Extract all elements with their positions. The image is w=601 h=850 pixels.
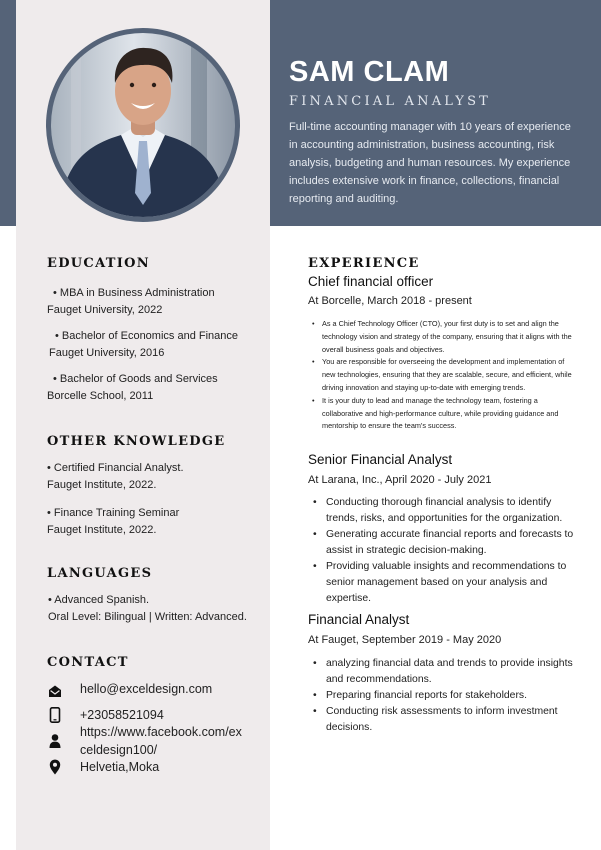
user-icon: [48, 733, 62, 749]
location-pin-icon: [48, 759, 62, 775]
job-role: Senior Financial Analyst: [308, 452, 453, 467]
education-heading: EDUCATION: [47, 256, 150, 271]
list-item: • As a Chief Technology Officer (CTO), your first duty is to set and align the technology vision and strategy of the company, ensuring that it aligns with the overall business goals and objectives.: [308, 318, 573, 356]
education-degree: • Bachelor of Goods and Services: [53, 373, 218, 385]
list-item: • Conducting risk assessments to inform investment decisions.: [308, 704, 578, 736]
list-item: • Conducting thorough financial analysis to identify trends, risks, and opportunities for the organization.: [308, 495, 578, 527]
profile-summary: Full-time accounting manager with 10 years of experience in accounting administration, business accounting, risk analysis, budgeting and human resources. My experience includes extensive work in finance, collections, financial reporting and auditing.: [289, 121, 571, 205]
job-company: At Borcelle, March 2018 - present: [308, 295, 472, 307]
phone-icon: [48, 707, 62, 723]
contact-facebook-continued[interactable]: celdesign100/: [80, 743, 158, 757]
language-item: • Advanced Spanish.: [48, 594, 150, 606]
list-item: • You are responsible for overseeing the development and implementation of new technologies, ensuring that they are scalable, secure, and efficient, while driving innovation and staying up-to-date with emerging trends.: [308, 356, 573, 394]
list-item: • Generating accurate financial reports and forecasts to assist in strategic decision-making.: [308, 527, 578, 559]
languages-heading: LANGUAGES: [47, 566, 153, 581]
job-duties-list: [308, 656, 578, 736]
knowledge-item-title: • Certified Financial Analyst.: [47, 462, 184, 474]
job-duties-list: [308, 318, 573, 433]
education-school: Borcelle School, 2011: [47, 390, 154, 402]
job-company: At Larana, Inc., April 2020 - July 2021: [308, 474, 492, 486]
portrait-illustration: [51, 33, 235, 217]
profile-photo-frame: [46, 28, 240, 222]
job-title: FINANCIAL ANALYST: [289, 94, 492, 109]
contact-facebook[interactable]: https://www.facebook.com/ex: [80, 725, 242, 739]
knowledge-item-title: • Finance Training Seminar: [47, 507, 180, 519]
knowledge-item-place: Fauget Institute, 2022.: [47, 479, 157, 491]
education-school: Fauget University, 2022: [47, 304, 163, 316]
profile-photo: [51, 33, 235, 217]
candidate-name: SAM CLAM: [289, 56, 450, 88]
contact-heading: CONTACT: [47, 655, 129, 670]
knowledge-item-place: Fauget Institute, 2022.: [47, 524, 157, 536]
list-item: • analyzing financial data and trends to provide insights and recommendations.: [308, 656, 578, 688]
list-item: • Preparing financial reports for stakeholders.: [308, 688, 578, 704]
job-company: At Fauget, September 2019 - May 2020: [308, 634, 502, 646]
language-detail: Oral Level: Bilingual | Written: Advanced.: [48, 611, 247, 623]
education-school: Fauget University, 2016: [49, 347, 165, 359]
list-item: • It is your duty to lead and manage the technology team, fostering a collaborative and high-performance culture, while providing guidance and mentorship to ensure the team's success.: [308, 395, 573, 433]
education-degree: • MBA in Business Administration: [53, 287, 215, 299]
knowledge-heading: OTHER KNOWLEDGE: [47, 434, 226, 449]
list-item: • Providing valuable insights and recommendations to senior management based on your analysis and expertise.: [308, 559, 578, 607]
email-icon: [48, 683, 62, 699]
education-degree: • Bachelor of Economics and Finance: [55, 330, 239, 342]
contact-phone[interactable]: +23058521094: [80, 708, 164, 722]
job-role: Chief financial officer: [308, 274, 434, 289]
contact-email[interactable]: hello@exceldesign.com: [80, 682, 213, 696]
contact-address: Helvetia,Moka: [80, 760, 160, 774]
job-duties-list: [308, 495, 578, 607]
job-role: Financial Analyst: [308, 612, 410, 627]
experience-heading: EXPERIENCE: [308, 256, 420, 271]
